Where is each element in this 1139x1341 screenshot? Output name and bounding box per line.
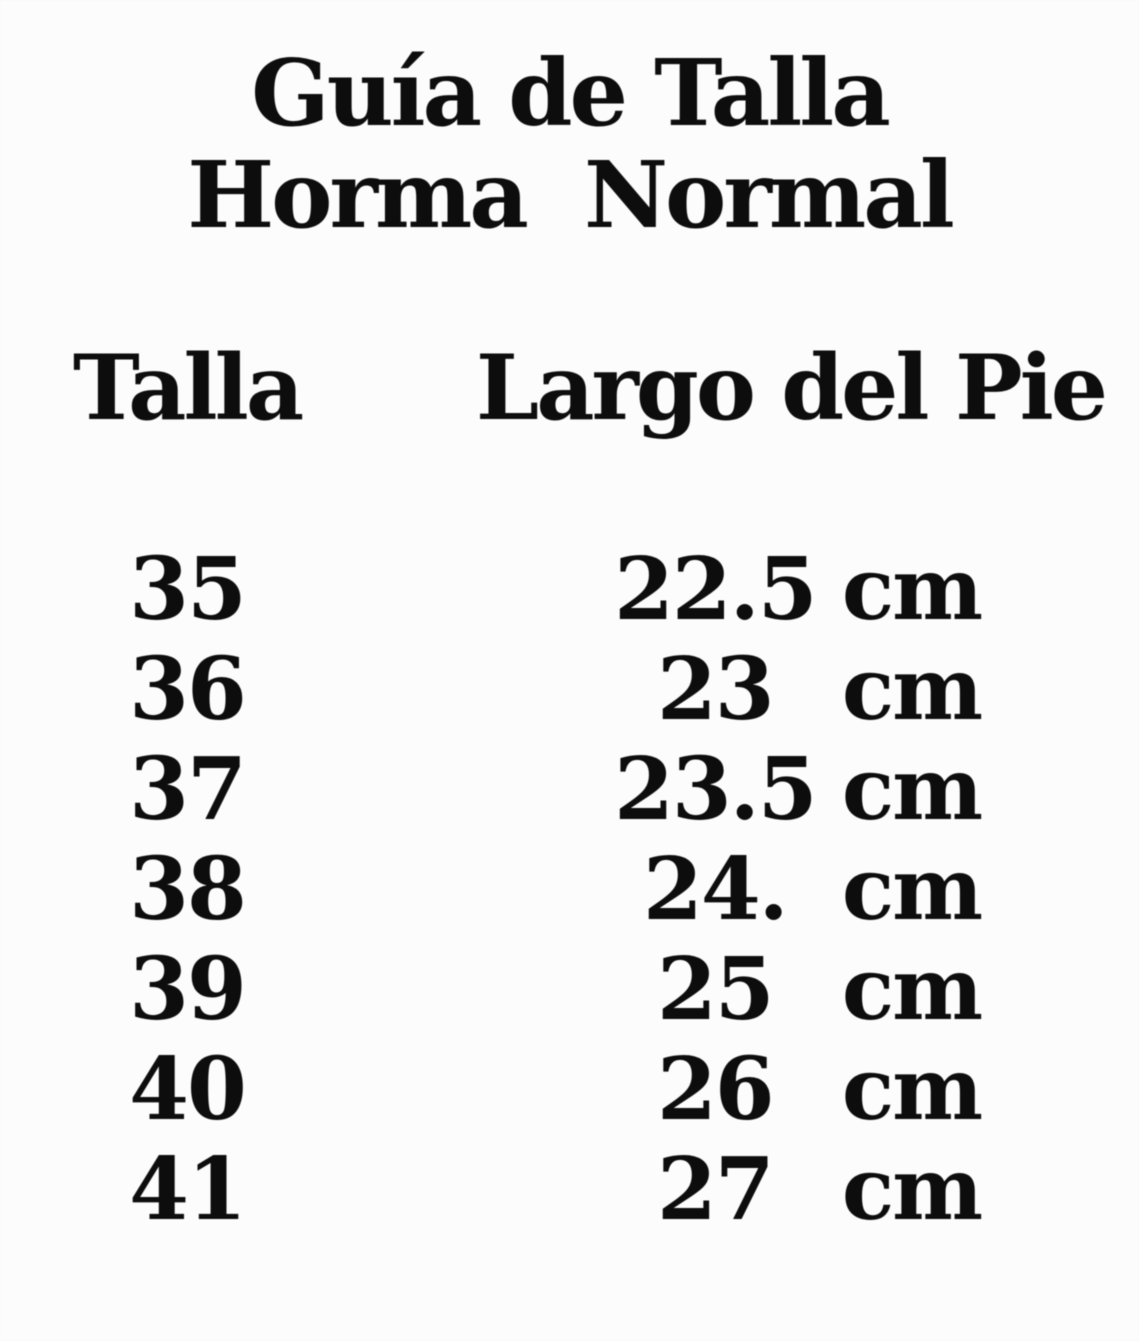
length-unit: cm [841,739,982,840]
page-title [0,0,1139,249]
table-row [0,640,1139,740]
size-value: 39 [129,939,245,1040]
size-value: 38 [129,839,245,940]
title-line-1: Guía de Talla [251,39,888,147]
length-value: 22.5 [614,539,816,640]
length-cell [362,740,1139,840]
length-unit: cm [841,939,982,1040]
length-cell [362,1140,1139,1240]
length-cell [362,540,1139,640]
length-cell [362,1040,1139,1140]
length-value: 24. [643,839,787,940]
size-value: 37 [129,739,245,840]
column-header-largo-del-pie: Largo del Pie [475,335,1106,441]
table-header [0,335,1139,441]
length-value: 27 [656,1139,773,1240]
table-row [0,1140,1139,1240]
length-unit: cm [841,539,982,640]
length-unit: cm [841,1139,982,1240]
size-value: 35 [129,539,245,640]
column-header-talla: Talla [72,335,302,441]
table-body [0,540,1139,1240]
table-row [0,940,1139,1040]
length-value: 26 [656,1039,773,1140]
table-row [0,1040,1139,1140]
size-value: 40 [129,1039,245,1140]
length-unit: cm [841,1039,982,1140]
length-cell [362,940,1139,1040]
table-row [0,540,1139,640]
length-value: 25 [656,939,773,1040]
size-value: 41 [129,1139,245,1240]
length-cell [362,640,1139,740]
title-line-2: Horma Normal [187,141,952,249]
size-value: 36 [129,639,245,740]
table-row [0,840,1139,940]
length-unit: cm [841,639,982,740]
length-cell [362,840,1139,940]
length-value: 23.5 [614,739,816,840]
length-value: 23 [656,639,773,740]
length-unit: cm [841,839,982,940]
table-row [0,740,1139,840]
